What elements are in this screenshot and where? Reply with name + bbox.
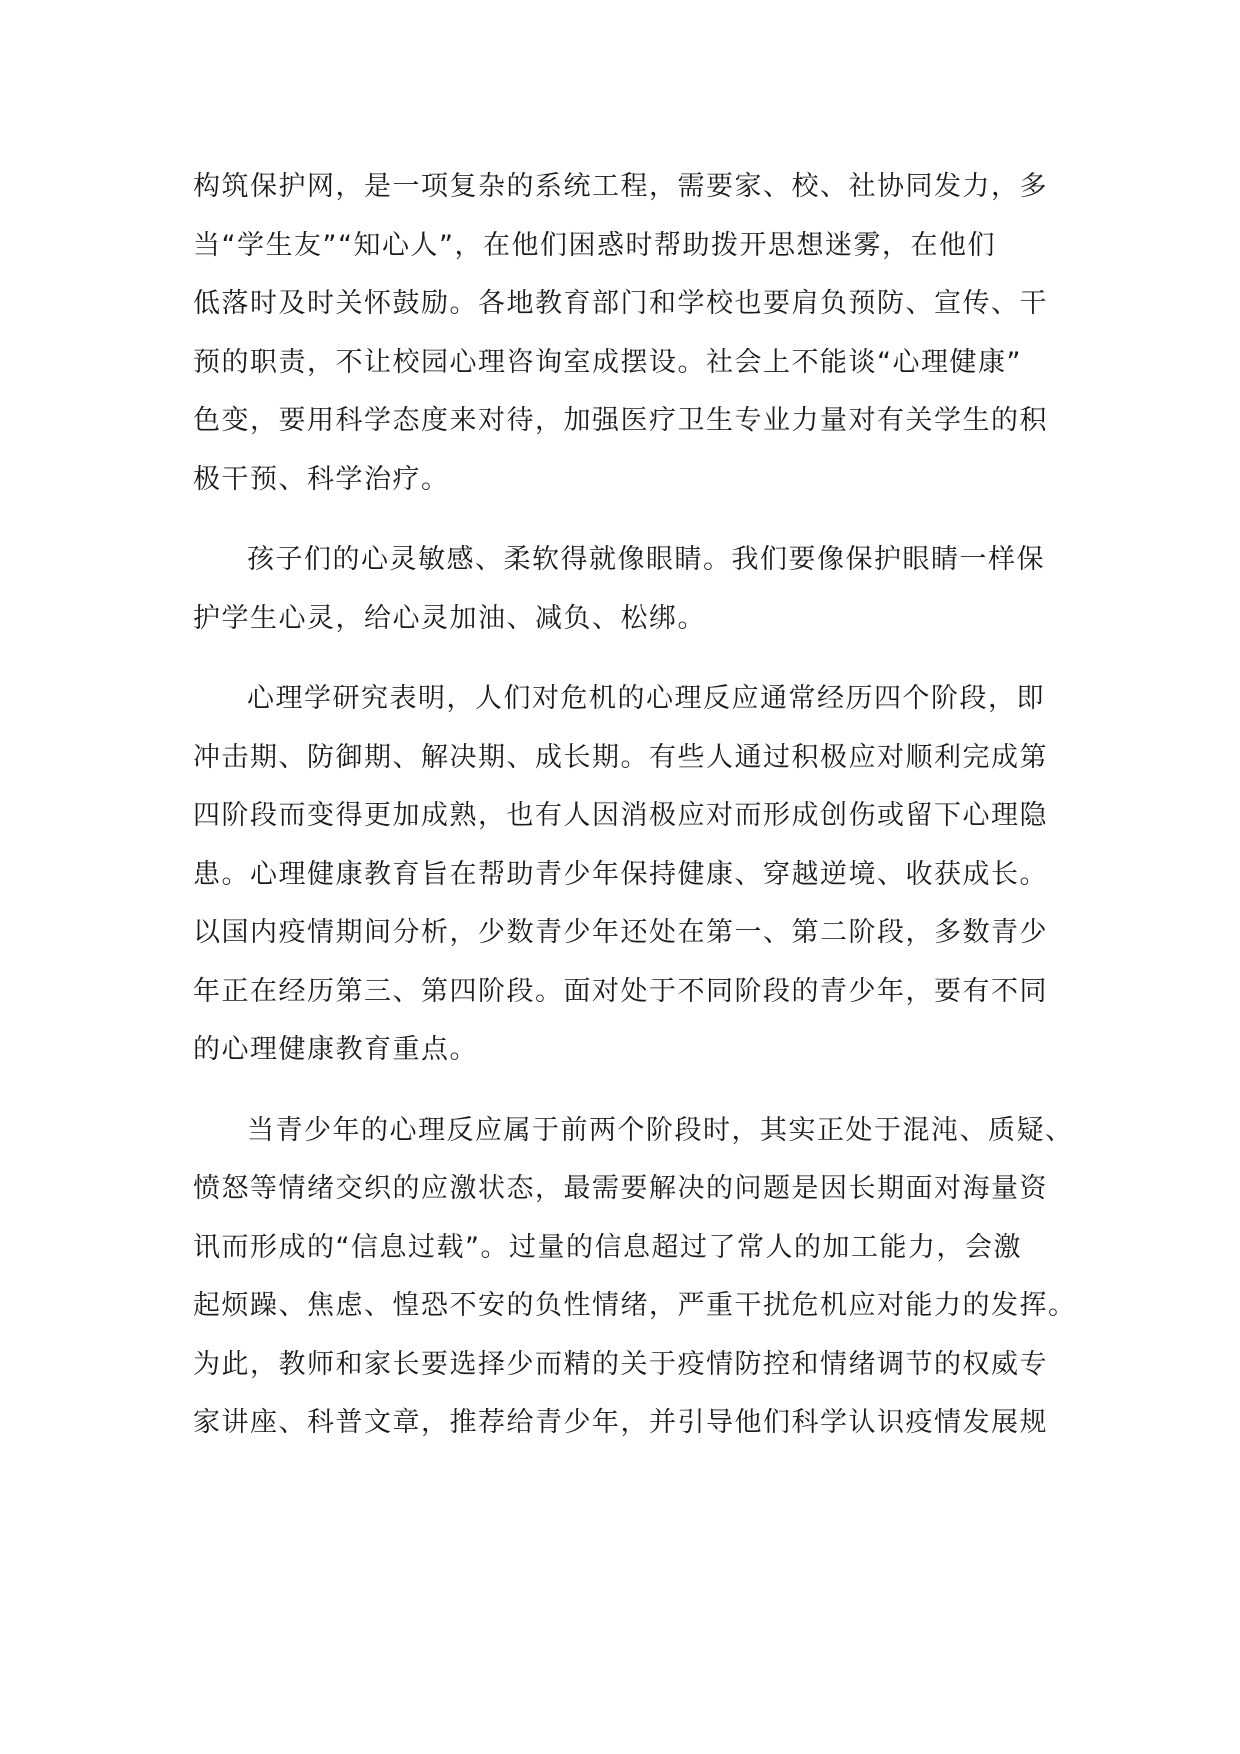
text-line: 心理学研究表明，人们对危机的心理反应通常经历四个阶段，即 bbox=[247, 683, 1045, 714]
text-line: 色变，要用科学态度来对待，加强医疗卫生专业力量对有关学生的积 bbox=[193, 405, 1048, 436]
text-line: 四阶段而变得更加成熟，也有人因消极应对而形成创伤或留下心理隐 bbox=[193, 800, 1048, 831]
text-line: 患。心理健康教育旨在帮助青少年保持健康、穿越逆境、收获成长。 bbox=[193, 858, 1048, 890]
text-line: 孩子们的心灵敏感、柔软得就像眼睛。我们要像保护眼睛一样保 bbox=[247, 544, 1045, 575]
text-line: 讯而形成的“信息过载”。过量的信息超过了常人的加工能力，会激 bbox=[193, 1231, 1022, 1263]
text-line: 冲击期、防御期、解决期、成长期。有些人通过积极应对顺利完成第 bbox=[193, 741, 1048, 773]
text-line: 年正在经历第三、第四阶段。面对处于不同阶段的青少年，要有不同 bbox=[193, 975, 1048, 1007]
text-line: 当青少年的心理反应属于前两个阶段时，其实正处于混沌、质疑、 bbox=[247, 1114, 1074, 1146]
text-line: 构筑保护网，是一项复杂的系统工程，需要家、校、社协同发力，多 bbox=[193, 171, 1048, 202]
text-line: 预的职责，不让校园心理咨询室成摆设。社会上不能谈“心理健康” bbox=[193, 346, 1022, 378]
text-line: 以国内疫情期间分析，少数青少年还处在第一、第二阶段，多数青少 bbox=[193, 917, 1048, 948]
paragraph-4 bbox=[193, 1102, 1077, 1453]
text-line: 极干预、科学治疗。 bbox=[193, 463, 450, 495]
text-line: 愤怒等情绪交织的应激状态，最需要解决的问题是因长期面对海量资 bbox=[193, 1173, 1048, 1204]
document-body bbox=[193, 158, 1077, 1453]
text-line: 低落时及时关怀鼓励。各地教育部门和学校也要肩负预防、宣传、干 bbox=[193, 288, 1048, 319]
paragraph-2 bbox=[193, 531, 1053, 648]
paragraph-1 bbox=[193, 158, 1053, 509]
paragraph-3 bbox=[193, 670, 1053, 1080]
text-line: 的心理健康教育重点。 bbox=[193, 1034, 478, 1065]
text-line: 为此，教师和家长要选择少而精的关于疫情防控和情绪调节的权威专 bbox=[193, 1348, 1048, 1380]
text-line: 家讲座、科普文章，推荐给青少年，并引导他们科学认识疫情发展规 bbox=[193, 1407, 1048, 1438]
text-line: 当“学生友”“知心人”，在他们困惑时帮助拨开思想迷雾，在他们 bbox=[193, 229, 996, 261]
text-line: 护学生心灵，给心灵加油、减负、松绑。 bbox=[193, 602, 706, 634]
text-line: 起烦躁、焦虑、惶恐不安的负性情绪，严重干扰危机应对能力的发挥。 bbox=[193, 1290, 1077, 1321]
